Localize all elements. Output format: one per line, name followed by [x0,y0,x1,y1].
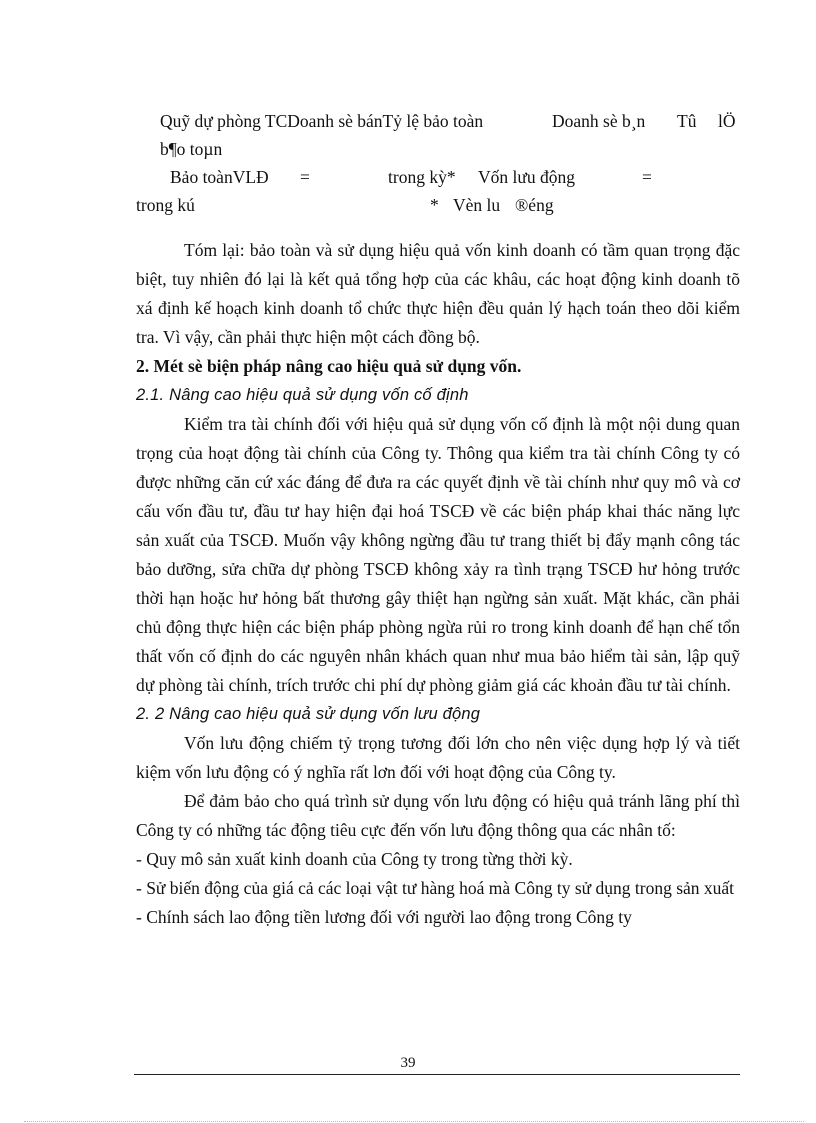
formula-row3-label: Bảo toànVLĐ [170,167,269,187]
formula-row1-left: Quỹ dự phòng TCDoanh sè bánTỷ lệ bảo toàn [160,111,484,131]
formula-row1-c3: Tû [677,111,697,131]
paragraph-working-capital: Vốn lưu động chiếm tỷ trọng tương đối lớn cho nên việc dụng hợp lý và tiết kiệm vốn lưu động có ý nghĩa rất lơn đối với hoạt động của Công ty. [136,733,740,782]
list-item-price: - Sử biến động của giá cả các loại vật tư hàng hoá mà Công ty sử dụng trong sản xuất [136,878,735,898]
footer-divider [134,1074,740,1075]
formula-row2: b¶o toµn [160,139,223,159]
subsection-heading-2-2: 2. 2 Nâng cao hiệu quả sử dụng vốn lưu động [136,705,481,723]
formula-row1-c4: lÖ [718,111,736,131]
formula-row3-capital: Vốn lưu động [478,167,575,187]
page-number: 39 [400,1055,416,1071]
page-edge-divider [24,1121,804,1122]
list-item-scale: - Quy mô sản xuất kinh doanh của Công ty trong từng thời kỳ. [136,849,573,869]
formula-row4-left: trong kú [136,195,195,215]
list-item-labor: - Chính sách lao động tiền lương đối với người lao động trong Công ty [136,907,632,927]
formula-row4-capital2: ®éng [515,195,554,215]
formula-row3-equals: = [300,167,310,187]
document-body [136,236,740,932]
formula-row1-mid: Doanh sè b¸n [552,111,646,131]
section-heading-2: 2. Mét sè biện pháp nâng cao hiệu quả sử dụng vốn. [136,356,522,376]
formula-row4-capital: Vèn lu [453,195,501,215]
subsection-heading-2-1: 2.1. Nâng cao hiệu quả sử dụng vốn cố định [136,386,469,404]
formula-row3-equals2: = [642,167,652,187]
paragraph-fixed-capital: Kiểm tra tài chính đối với hiệu quả sử dụng vốn cố định là một nội dung quan trọng của hoạt động tài chính của Công ty. Thông qua kiểm tra tài chính Công ty có được những căn cứ xác đáng để đưa ra các quyết định về tài chính như quy mô và cơ cấu vốn đầu tư, đầu tư hay hiện đại hoá TSCĐ về các biện pháp khai thác năng lực sản xuất của TSCĐ. Muốn vậy không ngừng đầu tư trang thiết bị đẩy mạnh công tác bảo dưỡng, sửa chữa dự phòng TSCĐ không xảy ra tình trạng TSCĐ hư hỏng trước thời hạn hoặc hư hỏng bất thương gây thiệt hạn ngừng sản xuất. Mặt khác, cần phải chủ động thực hiện các biện pháp phòng ngừa rủi ro trong kinh doanh để hạn chế tổn thất vốn cố định do các nguyên nhân khách quan như mua bảo hiểm tài sản, lập quỹ dự phòng tài chính, trích trước chi phí dự phòng giảm giá các khoản đầu tư tài chính. [136,414,740,695]
paragraph-summary: Tóm lại: bảo toàn và sử dụng hiệu quả vốn kinh doanh có tầm quan trọng đặc biệt, tuy nhiên đó lại là kết quả tổng hợp của các khâu, các hoạt động kinh doanh tõ xá định kế hoạch kinh doanh tổ chức thực hiện đều quản lý hạch toán theo dõi kiểm tra. Vì vậy, cần phải thực hiện một cách đồng bộ. [136,240,740,347]
formula-row4-times: * [430,195,439,215]
paragraph-factors: Để đảm bảo cho quá trình sử dụng vốn lưu động có hiệu quả tránh lãng phí thì Công ty có những tác động tiêu cực đến vốn lưu động thông qua các nhân tố: [136,791,740,840]
formula-row3-term: trong kỳ* [388,167,456,187]
